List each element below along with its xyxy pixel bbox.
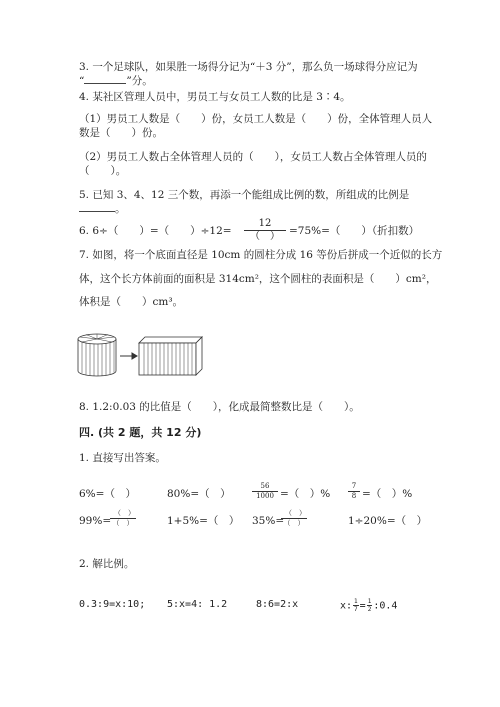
q3-open-quote: “ — [79, 75, 85, 87]
q4-part2-line2: （ ）。 — [79, 165, 127, 177]
calc-r1c4-numerator: 7 — [348, 482, 360, 492]
calc-r2c1-fraction — [110, 509, 136, 528]
calc-r1c4-rest: =（ ）% — [362, 488, 413, 500]
calc-r1c3-fraction — [252, 482, 278, 501]
calc-r2c1-denominator: （ ） — [112, 519, 134, 527]
q4-part1-line1: （1）男员工人数是（ ）份，女员工人数是（ ）份，全体管理人员人 — [79, 113, 433, 125]
q6-prefix: 6. 6÷（ ）=（ ）÷12= — [79, 225, 232, 237]
calc-r1c2: 80%=（ ） — [167, 488, 231, 500]
section-four-title: 四. (共 2 题，共 12 分) — [79, 426, 202, 439]
calc-r2c4: 1÷20%=（ ） — [348, 515, 428, 527]
calc-r2c3-denominator: （ ） — [283, 519, 305, 527]
q4-stem: 4. 某社区管理人员中，男员工与女员工人数的比是 3∶4。 — [79, 91, 351, 103]
proportion-4 — [340, 598, 397, 614]
calc-r2c2: 1+5%=（ ） — [167, 515, 240, 527]
q7-line2: 体，这个长方体前面的面积是 314cm²，这个圆柱的表面积是（ ）cm²， — [79, 273, 437, 285]
proportion-4-part-c: :0.4 — [373, 600, 398, 612]
proportion-4-frac2-den: 2 — [367, 606, 372, 613]
q5-answer-blank[interactable] — [79, 202, 115, 212]
part2-title: 2. 解比例。 — [79, 558, 135, 570]
calc-r2c3-numerator: （ ） — [281, 509, 307, 519]
calc-r1c4-denominator: 8 — [351, 492, 357, 500]
q6-suffix: =75%=（ ）（折扣数） — [289, 225, 420, 237]
proportion-3: 8:6=2:x — [256, 599, 299, 610]
q3-answer-blank[interactable] — [84, 74, 126, 84]
q3-line2 — [79, 74, 153, 88]
q5-line1: 5. 已知 3、4、12 三个数，再添一个能组成比例的数，所组成的比例是 — [79, 189, 410, 201]
proportion-4-part-a: x: — [340, 600, 353, 612]
proportion-4-frac2 — [367, 598, 373, 613]
arrow-icon — [120, 353, 137, 359]
q6-fraction — [244, 218, 286, 243]
cuboid-shape — [139, 337, 202, 375]
q6-fraction-denominator: （ ） — [250, 231, 280, 242]
proportion-2: 5:x=4: 1.2 — [167, 599, 228, 610]
cylinder-shape — [78, 334, 116, 376]
q3-line1: 3. 一个足球队，如果胜一场得分记为“＋3 分”，那么负一场球得分应记为 — [79, 61, 418, 73]
calc-r1c3-denominator: 1000 — [256, 492, 274, 500]
part1-title: 1. 直接写出答案。 — [79, 452, 166, 464]
calc-r1c3-numerator: 56 — [252, 482, 278, 492]
calc-r2c3-fraction — [281, 509, 307, 528]
proportion-4-frac1-num: 1 — [354, 598, 358, 605]
proportion-1: 0.3:9=x:10; — [79, 599, 146, 610]
calc-r1c1: 6%=（ ） — [79, 488, 136, 500]
calc-r1c4-fraction — [348, 482, 360, 501]
proportion-4-frac2-num: 1 — [367, 598, 372, 605]
cylinder-to-cuboid-figure — [76, 329, 206, 379]
q5-line2 — [79, 202, 126, 216]
q7-line1: 7. 如图，将一个底面直径是 10cm 的圆柱分成 16 等份后拼成一个近似的长方 — [79, 249, 443, 261]
calc-r2c1-pre: 99%= — [79, 515, 112, 527]
q4-part2-line1: （2）男员工人数占全体管理人员的（ ），女员工人数占全体管理人员的 — [79, 151, 427, 163]
q6-fraction-numerator: 12 — [244, 218, 286, 231]
proportion-4-part-b: = — [359, 600, 366, 612]
q5-period: 。 — [115, 203, 126, 215]
q8-line: 8. 1.2:0.03 的比值是（ ），化成最简整数比是（ ）。 — [79, 401, 360, 413]
calc-r2c1-numerator: （ ） — [110, 509, 136, 519]
proportion-4-frac1 — [353, 598, 359, 613]
q4-part1-line2: 数是（ ）份。 — [79, 127, 163, 139]
calc-r1c3-rest: =（ ）% — [280, 488, 331, 500]
calc-r2c3-pre: 35%= — [252, 515, 285, 527]
proportion-4-frac1-den: 7 — [354, 606, 358, 613]
q3-close-quote: ”分。 — [126, 75, 153, 87]
q7-line3: 体积是（ ）cm³。 — [79, 296, 184, 308]
